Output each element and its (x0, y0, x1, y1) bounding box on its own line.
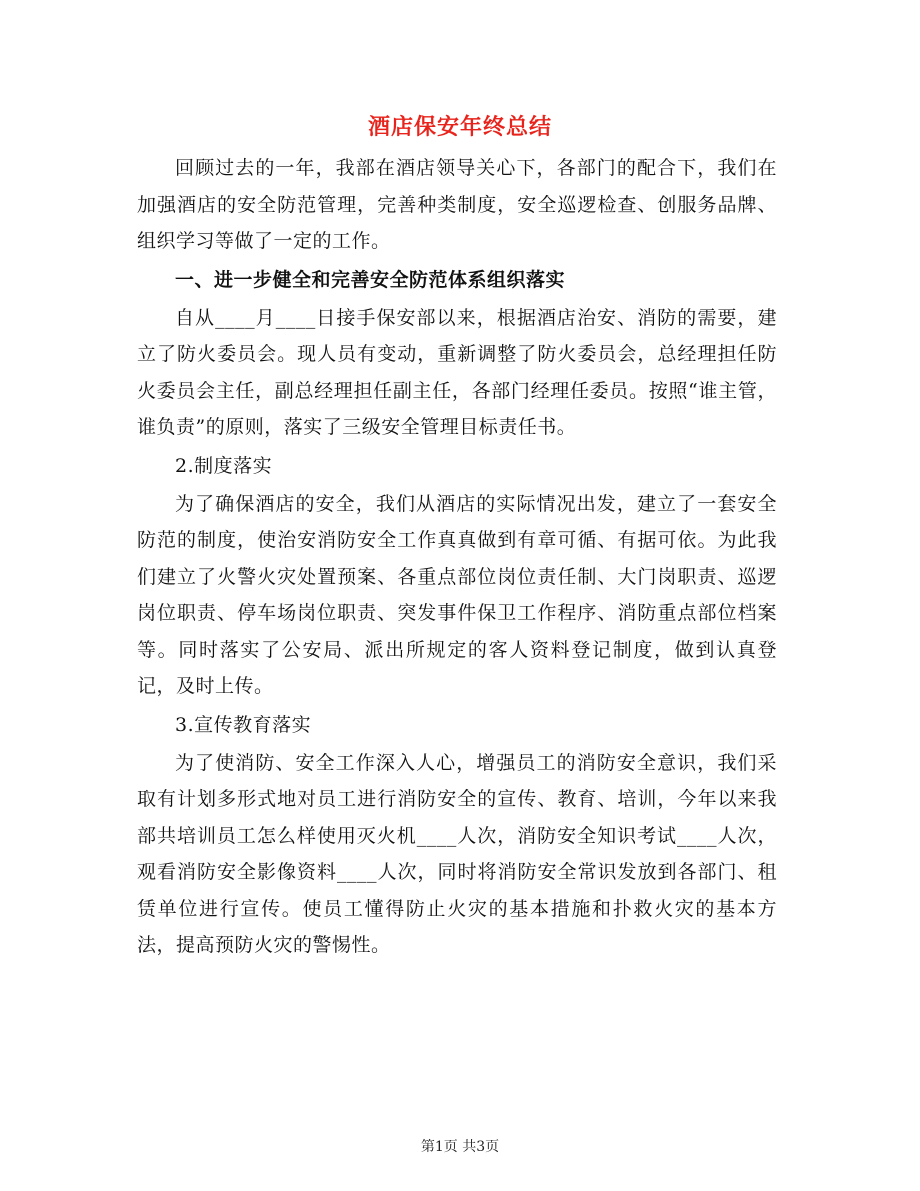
section-3-paragraph: 为了使消防、安全工作深入人心，增强员工的消防安全意识，我们采取有计划多形式地对员工进行消防安全的宣传、教育、培训，今年以来我部共培训员工怎么样使用灭火机____人次，消防安全知识考试____人次，观看消防安全影像资料____人次，同时将消防安全常识发放到各部门、租赁单位进行宣传。使员工懂得防止火灾的基本措施和扑救火灾的基本方法，提高预防火灾的警惕性。 (137, 751, 777, 956)
document-body (137, 150, 777, 964)
section-3-heading: 3.宣传教育落实 (175, 713, 312, 736)
section-2-heading: 2.制度落实 (175, 454, 273, 477)
intro-paragraph: 回顾过去的一年，我部在酒店领导关心下，各部门的配合下，我们在加强酒店的安全防范管理，完善种类制度，安全巡逻检查、创服务品牌、组织学习等做了一定的工作。 (137, 157, 777, 252)
page-number-footer: 第1页 共3页 (420, 1139, 500, 1155)
document-title: 酒店保安年终总结 (367, 114, 552, 140)
section-1-paragraph: 自从____月____日接手保安部以来，根据酒店治安、消防的需要，建立了防火委员会。现人员有变动，重新调整了防火委员会，总经理担任防火委员会主任，副总经理担任副主任，各部门经理任委员。按照“谁主管，谁负责”的原则，落实了三级安全管理目标责任书。 (137, 306, 777, 438)
section-2-paragraph: 为了确保酒店的安全，我们从酒店的实际情况出发，建立了一套安全防范的制度，使治安消防安全工作真真做到有章可循、有据可依。为此我们建立了火警火灾处置预案、各重点部位岗位责任制、大门岗职责、巡逻岗位职责、停车场岗位职责、突发事件保卫工作程序、消防重点部位档案等。同时落实了公安局、派出所规定的客人资料登记制度，做到认真登记，及时上传。 (137, 492, 777, 697)
section-1-heading: 一、进一步健全和完善安全防范体系组织落实 (175, 268, 566, 291)
